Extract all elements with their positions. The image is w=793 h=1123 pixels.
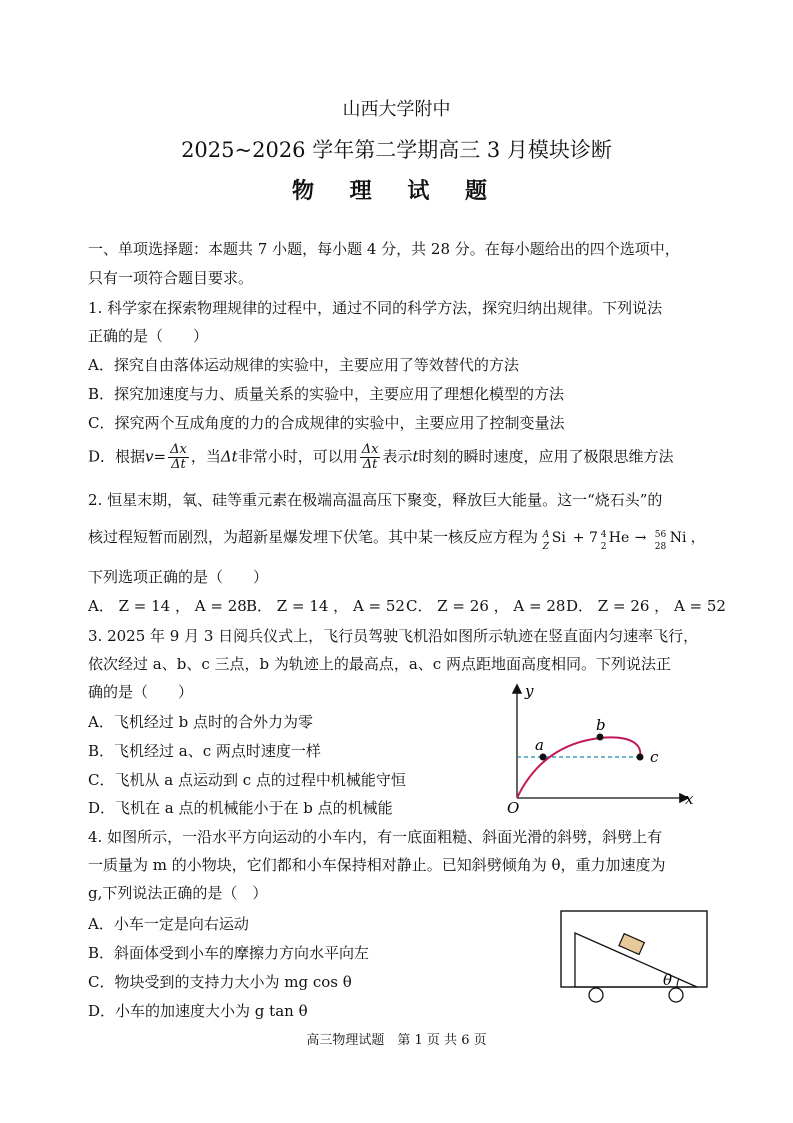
q2-option-d: D． Z = 26 ， A = 52 [566,597,726,615]
q2-stem-line1: 2. 恒星末期，氧、硅等重元素在极端高温高压下聚变，释放巨大能量。这一“烧石头”的 [88,491,663,509]
q1-d-t: t [412,447,419,466]
q1-d-mid1: ，当 [190,447,221,466]
q2-eq-he: He [608,530,630,546]
q4-angle-arc [677,979,679,987]
subject-title: 物 理 试 题 [292,178,501,204]
q4-stem-line1: 4. 如图所示，一沿水平方向运动的小车内，有一底面粗糙、斜面光滑的斜劈，斜劈上有 [88,828,663,846]
q4-cart-figure [555,905,715,1005]
q2-eq-mass-a: A [542,530,550,540]
q4-option-d: D．小车的加速度大小为 g tan θ [88,1002,308,1020]
q2-stem-text: 核过程短暂而剧烈，为超新星爆发埋下伏笔。其中某一核反应方程为 [88,528,539,546]
q3-option-b: B．飞机经过 a、c 两点时速度一样 [88,742,321,760]
q2-stem-line2 [88,527,719,552]
q3-label-y: y [525,682,534,700]
q2-eq-plus: + 7 [572,530,598,546]
q1-d-dt: Δt [220,447,238,466]
q1-d-num-1: Δx [170,442,187,457]
q2-eq-he-mass: 4 [600,530,607,540]
q1-option-c: C．探究两个互成角度的力的合成规律的实验中，主要应用了控制变量法 [88,414,565,432]
q3-stem-line2: 依次经过 a、b、c 三点，b 为轨迹上的最高点，a、c 两点距地面高度相同。下列说法正 [88,655,671,673]
q3-option-d: D．飞机在 a 点的机械能小于在 b 点的机械能 [88,799,393,817]
q1-d-eq: = [153,447,167,466]
q4-theta-label: θ [663,971,673,989]
q1-d-mid2: 非常小时，可以用 [237,447,358,466]
school-name: 山西大学附中 [342,99,451,120]
q1-d-fraction-1 [168,443,189,472]
q2-nuclear-equation [542,527,719,552]
q3-label-a: a [535,736,544,754]
q2-eq-si: Si [551,530,566,546]
q4-stem-line3: g,下列说法正确的是（ ） [88,884,268,902]
q2-option-b: B． Z = 14 ， A = 52 [246,597,405,615]
q4-option-a: A．小车一定是向右运动 [88,915,249,933]
q1-d-v: v [145,447,154,466]
q2-eq-arrow: → [634,530,647,546]
q3-stem-line3: 确的是（ ） [88,683,194,701]
q2-stem-line3: 下列选项正确的是（ ） [88,568,269,586]
q1-option-d [88,443,674,472]
q3-label-origin: O [507,799,520,815]
q1-d-num-2: Δx [361,442,379,457]
q3-point-b [597,734,604,741]
q1-d-mid3: 表示 [382,447,413,466]
q1-d-prefix: D．根据 [88,447,146,466]
q2-eq-charge-z: Z [542,542,550,552]
q1-d-den-2: Δt [362,457,378,472]
q1-stem-line1: 1. 科学家在探索物理规律的过程中，通过不同的科学方法，探究归纳出规律。下列说法 [88,299,663,317]
q4-block-group [619,934,644,955]
page-footer: 高三物理试题 第 1 页 共 6 页 [306,1033,487,1048]
q3-label-x: x [685,790,694,808]
q3-option-a: A．飞机经过 b 点时的合外力为零 [88,713,313,731]
q1-option-a: A．探究自由落体运动规律的实验中，主要应用了等效替代的方法 [88,356,519,374]
q3-label-b: b [596,716,606,734]
q1-d-den-1: Δt [171,457,186,472]
q1-d-fraction-2 [360,443,381,472]
section-heading-line1: 一、单项选择题：本题共 7 小题，每小题 4 分，共 28 分。在每小题给出的四个选项中， [88,240,680,258]
q4-wheel-right [669,988,683,1002]
section-heading-line2: 只有一项符合题目要求。 [88,269,254,287]
q1-stem-line2: 正确的是（ ） [88,327,209,345]
q2-eq-ni-charge: 28 [654,542,667,552]
exam-title: 2025~2026 学年第二学期高三 3 月模块诊断 [181,138,612,162]
q3-point-a [540,754,547,761]
q3-stem-line1: 3. 2025 年 9 月 3 日阅兵仪式上，飞行员驾驶飞机沿如图所示轨迹在竖直面内匀速率飞行， [88,627,699,645]
q2-eq-ni-mass: 56 [654,530,667,540]
q3-option-c: C．飞机从 a 点运动到 c 点的过程中机械能守恒 [88,771,406,789]
q1-d-end: 时刻的瞬时速度，应用了极限思维方法 [418,447,674,466]
q4-option-c: C．物块受到的支持力大小为 mg cos θ [88,973,352,991]
q3-point-c [637,754,644,761]
q1-option-b: B．探究加速度与力、质量关系的实验中，主要应用了理想化模型的方法 [88,385,565,403]
q4-stem-line2: 一质量为 m 的小物块，它们都和小车保持相对静止。已知斜劈倾角为 θ，重力加速度为 [88,856,666,874]
q4-block [619,934,644,955]
q3-trajectory-figure [495,680,705,815]
q3-label-c: c [650,748,659,766]
q4-wheel-left [589,988,603,1002]
q2-option-c: C． Z = 26 ， A = 28 [406,597,566,615]
q2-eq-he-charge: 2 [600,542,607,552]
q2-eq-ni: Ni [669,530,687,546]
q4-option-b: B．斜面体受到小车的摩擦力方向水平向左 [88,944,370,962]
q2-option-a: A． Z = 14 ， A = 28 [88,597,247,615]
q2-eq-comma: ， [690,530,705,546]
